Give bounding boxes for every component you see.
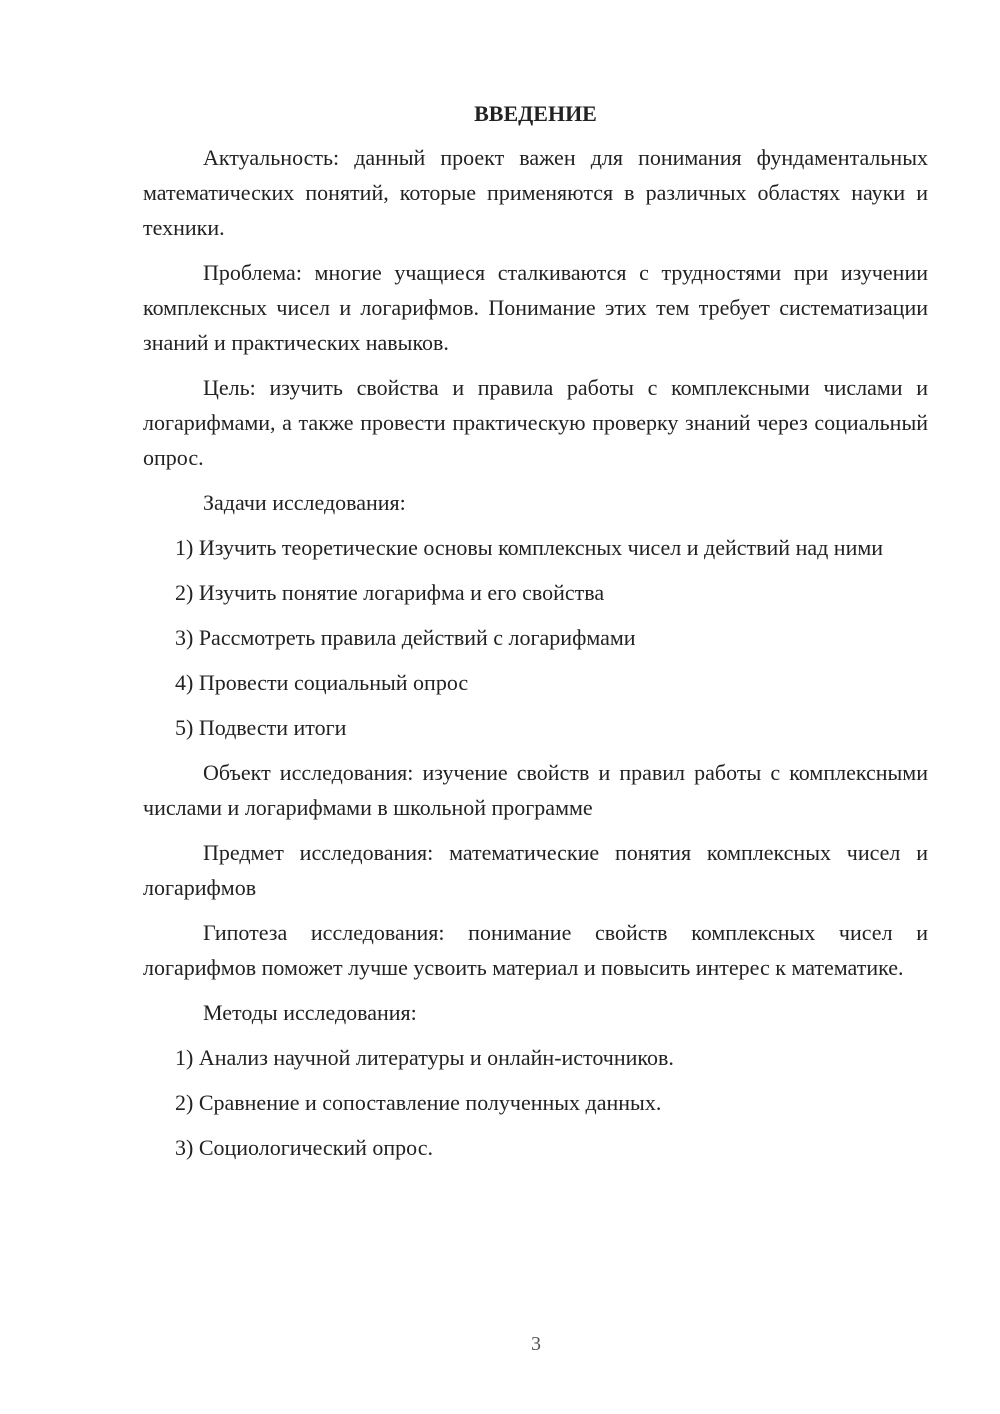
object-paragraph: Объект исследования: изучение свойств и правил работы с комплексными числами и логарифмами в школьной программе <box>143 760 928 820</box>
subject-paragraph: Предмет исследования: математические понятия комплексных чисел и логарифмов <box>143 840 928 900</box>
methods-heading: Методы исследования: <box>203 1000 417 1025</box>
problem-paragraph: Проблема: многие учащиеся сталкиваются с трудностями при изучении комплексных чисел и логарифмов. Понимание этих тем требует систематизации знаний и практических навыков. <box>143 260 928 355</box>
page-content <box>143 96 928 1175</box>
task-item-5: 5) Подвести итоги <box>175 715 347 740</box>
method-item-1: 1) Анализ научной литературы и онлайн-источников. <box>175 1045 674 1070</box>
task-item-3: 3) Рассмотреть правила действий с логарифмами <box>175 625 636 650</box>
section-heading: ВВЕДЕНИЕ <box>474 101 597 126</box>
method-item-2: 2) Сравнение и сопоставление полученных данных. <box>175 1090 662 1115</box>
goal-paragraph: Цель: изучить свойства и правила работы с комплексными числами и логарифмами, а также провести практическую проверку знаний через социальный опрос. <box>143 375 928 470</box>
relevance-paragraph: Актуальность: данный проект важен для понимания фундаментальных математических понятий, которые применяются в различных областях науки и техники. <box>143 145 928 240</box>
task-item-2: 2) Изучить понятие логарифма и его свойства <box>175 580 605 605</box>
hypothesis-paragraph: Гипотеза исследования: понимание свойств комплексных чисел и логарифмов поможет лучше усвоить материал и повысить интерес к математике. <box>143 920 928 980</box>
task-item-1: 1) Изучить теоретические основы комплексных чисел и действий над ними <box>175 535 884 560</box>
method-item-3: 3) Социологический опрос. <box>175 1135 433 1160</box>
tasks-heading: Задачи исследования: <box>203 490 406 515</box>
page-number: 3 <box>531 1333 541 1355</box>
task-item-4: 4) Провести социальный опрос <box>175 670 469 695</box>
